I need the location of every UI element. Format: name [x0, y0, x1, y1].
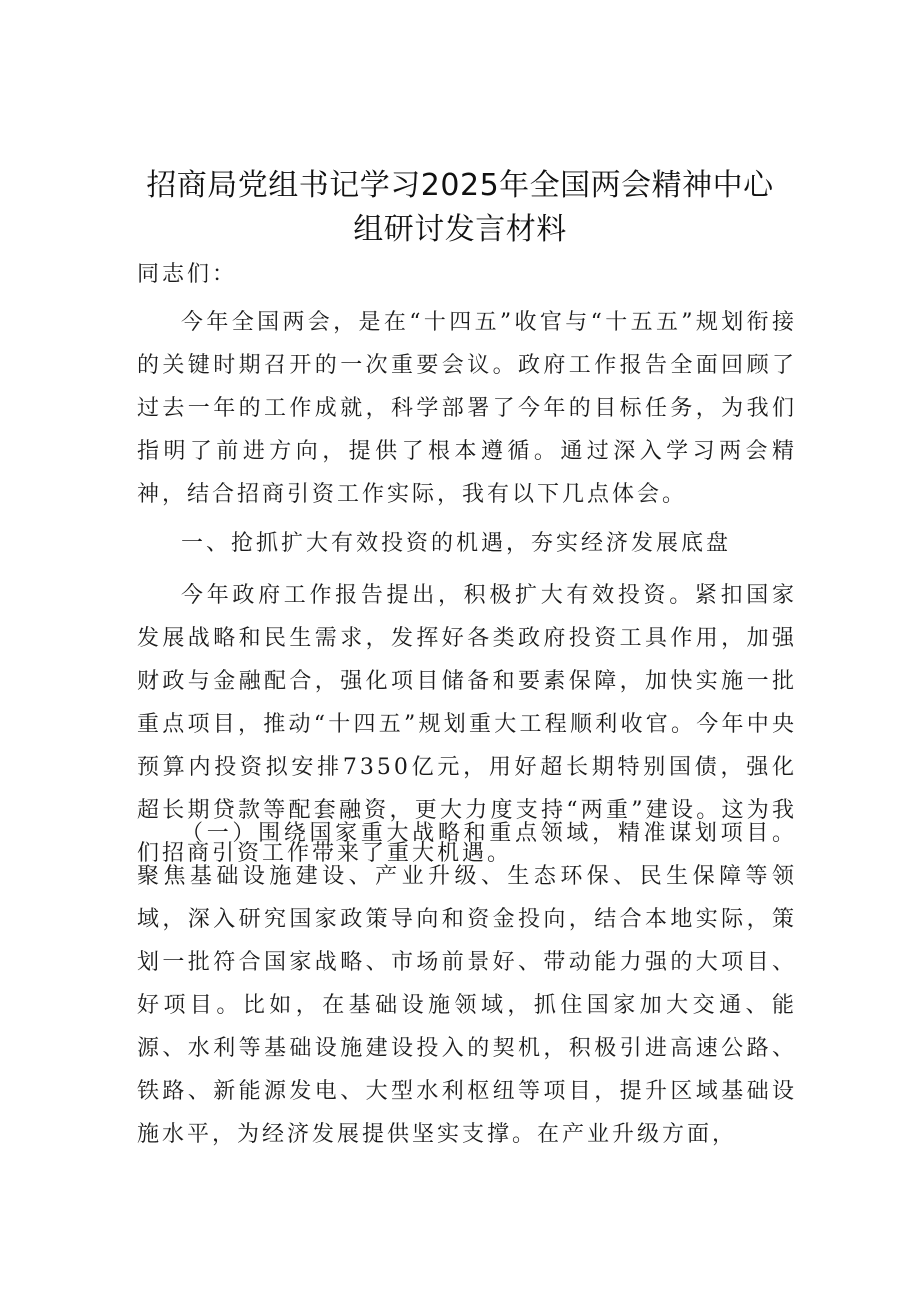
intro-paragraph: 今年全国两会，是在“十四五”收官与“十五五”规划衔接的关键时期召开的一次重要会议。政府工作报告全面回顾了过去一年的工作成就，科学部署了今年的目标任务，为我们指明了前进方向，提供了根本遵循。通过深入学习两会精神，结合招商引资工作实际，我有以下几点体会。 — [137, 310, 797, 507]
subsection-1-paragraph: （一）围绕国家重大战略和重点领域，精准谋划项目。聚焦基础设施建设、产业升级、生态环保、民生保障等领域，深入研究国家政策导向和资金投向，结合本地实际，策划一批符合国家战略、市场前景好、带动能力强的大项目、好项目。比如，在基础设施领域，抓住国家加大交通、能源、水利等基础设施建设投入的契机，积极引进高速公路、铁路、新能源发电、大型水利枢纽等项目，提升区域基础设施水平，为经济发展提供坚实支撑。在产业升级方面， — [137, 821, 797, 1147]
document-title-line-1: 招商局党组书记学习2025年全国两会精神中心 — [146, 168, 774, 203]
section-1-paragraph: 今年政府工作报告提出，积极扩大有效投资。紧扣国家发展战略和民生需求，发挥好各类政府投资工具作用，加强财政与金融配合，强化项目储备和要素保障，加快实施一批重点项目，推动“十四五”规划重大工程顺利收官。今年中央预算内投资拟安排7350亿元，用好超长期特别国债，强化超长期贷款等配套融资，更大力度支持“两重”建设。这为我们招商引资工作带来了重大机遇。 — [137, 583, 797, 866]
salutation: 同志们： — [137, 262, 238, 287]
section-1-heading: 一、抢抓扩大有效投资的机遇，夯实经济发展底盘 — [181, 531, 732, 556]
document-title-line-2: 组研讨发言材料 — [353, 212, 567, 247]
